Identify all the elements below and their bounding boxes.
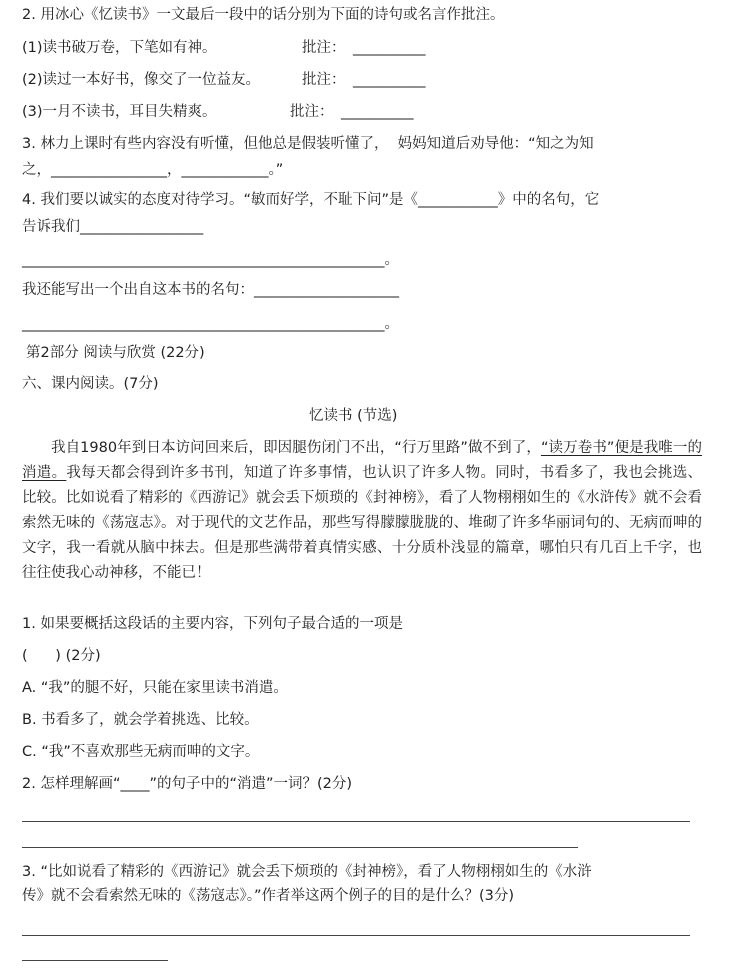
q3-line-1: 3. 林力上课时有些内容没有听懂，但他总是假装听懂了， 妈妈知道后劝导他：“知之为知 <box>22 136 594 152</box>
option-b[interactable]: B. 书看多了，就会学着挑选、比较。 <box>22 712 259 728</box>
option-c[interactable]: C. “我”不喜欢那些无病而呻的文字。 <box>22 744 260 760</box>
q2-item-1-blank[interactable]: __________ <box>353 40 426 56</box>
passage-title: 忆读书 (节选) <box>309 408 398 424</box>
q2-item-3-blank[interactable]: __________ <box>341 104 414 120</box>
q2-item-1-label: 批注： <box>302 40 346 56</box>
qa2-stem: 2. 怎样理解画“____”的句子中的“消遣”一词？(2分) <box>22 776 353 792</box>
qa3-answer-line-1[interactable] <box>22 935 690 936</box>
section-six-heading: 六、课内阅读。(7分) <box>22 376 159 392</box>
q2-item-1: (1)读书破万卷，下笔如有神。 <box>22 40 217 56</box>
q4-line-1: 4. 我们要以诚实的态度对待学习。“敏而好学，不耻下问”是《___________》中的名句，它 <box>22 192 600 208</box>
q2-item-2: (2)读过一本好书，像交了一位益友。 <box>22 72 261 88</box>
qa1-answer-bracket[interactable]: ( ) (2分) <box>22 648 101 664</box>
passage-text-after: 我每天都会得到许多书刊，知道了许多事情，也认识了许多人物。同时，书看多了，我也会挑选、比较。比如说看了精彩的《西游记》就会丢下烦琐的《封神榜》，看了人物栩栩如生的《水浒传》就不会看索然无味的《荡寇志》。对于现代的文艺作品，那些写得朦朦胧胧的、堆砌了许多华丽词句的、无病而呻的文字，我一看就从脑中抹去。但是那些满带着真情实感、十分质朴浅显的篇章，哪怕只有几百上千字，也往往使我心动神移，不能已！ <box>22 465 703 581</box>
qa3-stem-line-1: 3. “比如说看了精彩的《西游记》就会丢下烦琐的《封神榜》，看了人物栩栩如生的《水浒 <box>22 864 592 880</box>
q4-answer-line-2[interactable]: __________________________________________________。 <box>22 316 399 332</box>
q2-item-2-blank[interactable]: __________ <box>353 72 426 88</box>
qa3-answer-line-2[interactable] <box>22 960 168 961</box>
q4-line-2[interactable]: 告诉我们_________________ <box>22 219 204 235</box>
q2-item-2-label: 批注： <box>302 72 346 88</box>
passage-body <box>22 436 702 586</box>
qa2-answer-line-1[interactable] <box>22 821 690 822</box>
qa3-stem-line-2: 传》就不会看索然无味的《荡寇志》。”作者举这两个例子的目的是什么？(3分) <box>22 888 515 904</box>
qa1-stem: 1. 如果要概括这段话的主要内容，下列句子最合适的一项是 <box>22 616 403 632</box>
q4-answer-line-1[interactable]: __________________________________________________。 <box>22 252 399 268</box>
part2-heading: 第2部分 阅读与欣赏 (22分) <box>26 345 205 361</box>
q2-stem: 2. 用冰心《忆读书》一文最后一段中的话分别为下面的诗句或名言作批注。 <box>22 7 505 23</box>
q2-item-3-label: 批注： <box>290 104 334 120</box>
option-a[interactable]: A. “我”的腿不好，只能在家里读书消遣。 <box>22 680 288 696</box>
passage-underlined-sentence: “读万卷书”便是我唯一的消遣。 <box>22 440 702 481</box>
passage-text-before: 我自1980年到日本访问回来后，即因腿伤闭门不出，“行万里路”做不到了， <box>51 440 541 456</box>
q2-item-3: (3)一月不读书，耳目失精爽。 <box>22 104 217 120</box>
q3-line-2[interactable]: 之，________________，____________。” <box>22 162 284 178</box>
q4-line-4[interactable]: 我还能写出一个出自这本书的名句：____________________ <box>22 282 399 298</box>
qa2-answer-line-2[interactable] <box>22 847 578 848</box>
